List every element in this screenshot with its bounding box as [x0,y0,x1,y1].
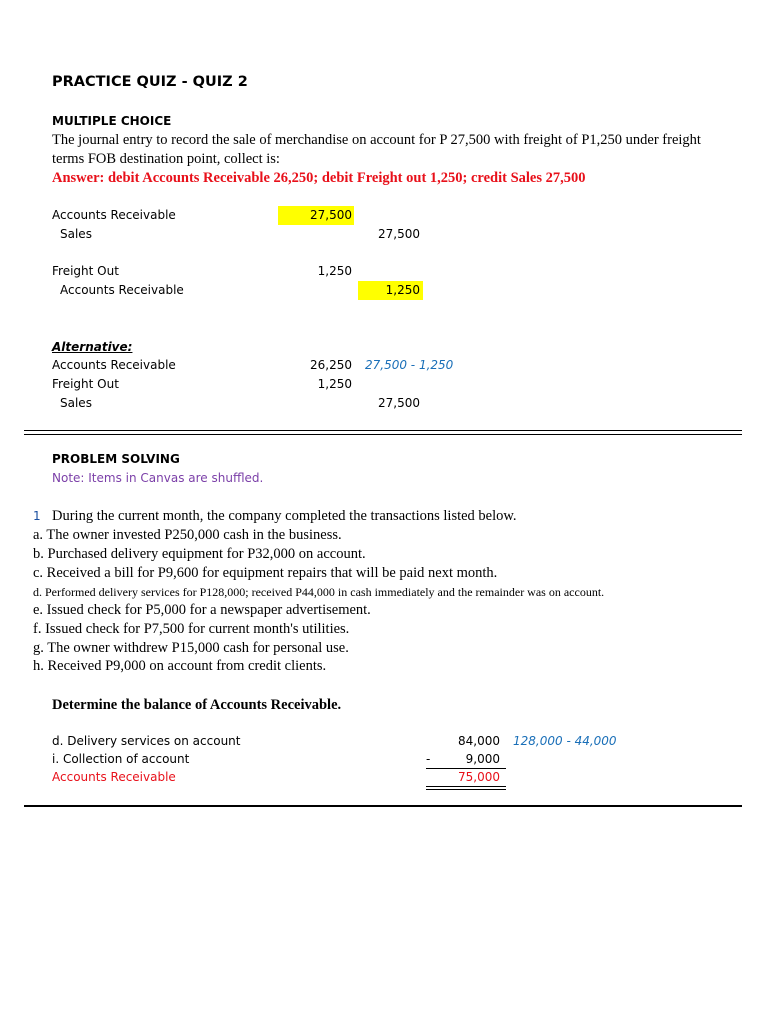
total-double-underline [426,789,506,790]
computation-note: 128,000 - 44,000 [513,734,617,748]
section-divider [24,434,742,435]
transaction-item: a. The owner invested P250,000 cash in the business. [33,527,342,543]
section-divider [24,430,742,431]
transaction-item: b. Purchased delivery equipment for P32,000 on account. [33,546,366,562]
entry-debit: 27,500 [278,206,354,225]
alt-debit: 26,250 [310,358,352,372]
mc-question-line1: The journal entry to record the sale of merchandise on account for P 27,500 with freight of P1,250 under freight [52,132,701,148]
mc-question-line2: terms FOB destination point, collect is: [52,151,280,167]
entry-debit: 1,250 [317,264,352,278]
computation-amount: 9,000 [465,752,500,766]
mc-answer: Answer: debit Accounts Receivable 26,250; debit Freight out 1,250; credit Sales 27,500 [52,170,586,186]
entry-account: Sales [60,227,92,241]
transaction-item: h. Received P9,000 on account from credit clients. [33,658,327,674]
entry-credit: 27,500 [378,227,420,241]
ps-note: Note: Items in Canvas are shuffled. [52,471,264,485]
transaction-item: g. The owner withdrew P15,000 cash for personal use. [33,640,349,656]
transaction-item: e. Issued check for P5,000 for a newspaper advertisement. [33,602,371,618]
computation-label: Accounts Receivable [52,770,176,784]
entry-account: Freight Out [52,264,119,278]
alt-note: 27,500 - 1,250 [365,358,454,372]
computation-label: d. Delivery services on account [52,734,241,748]
alt-credit: 27,500 [378,396,420,410]
alt-account: Accounts Receivable [52,358,176,372]
entry-account: Accounts Receivable [60,283,184,297]
bottom-divider [24,805,742,807]
entry-account: Accounts Receivable [52,208,176,222]
page-title: PRACTICE QUIZ - QUIZ 2 [52,74,248,90]
subtotal-underline [426,768,506,769]
alt-account: Freight Out [52,377,119,391]
ps-heading: PROBLEM SOLVING [52,452,180,466]
total-double-underline [426,786,506,787]
alt-account: Sales [60,396,92,410]
entry-credit: 1,250 [358,281,423,300]
computation-sign: - [426,752,431,766]
transaction-item: f. Issued check for P7,500 for current month's utilities. [33,621,350,637]
computation-total: 75,000 [458,770,500,784]
ps-question: Determine the balance of Accounts Receivable. [52,697,342,713]
alt-debit: 1,250 [317,377,352,391]
problem-number: 1 [33,509,41,523]
computation-label: i. Collection of account [52,752,190,766]
computation-amount: 84,000 [458,734,500,748]
mc-heading: MULTIPLE CHOICE [52,114,172,128]
transaction-item: d. Performed delivery services for P128,000; received P44,000 in cash immediately and the remainder was on account. [33,585,605,599]
problem-intro: During the current month, the company completed the transactions listed below. [52,508,517,524]
transaction-item: c. Received a bill for P9,600 for equipment repairs that will be paid next month. [33,565,498,581]
alternative-label: Alternative: [52,340,133,354]
